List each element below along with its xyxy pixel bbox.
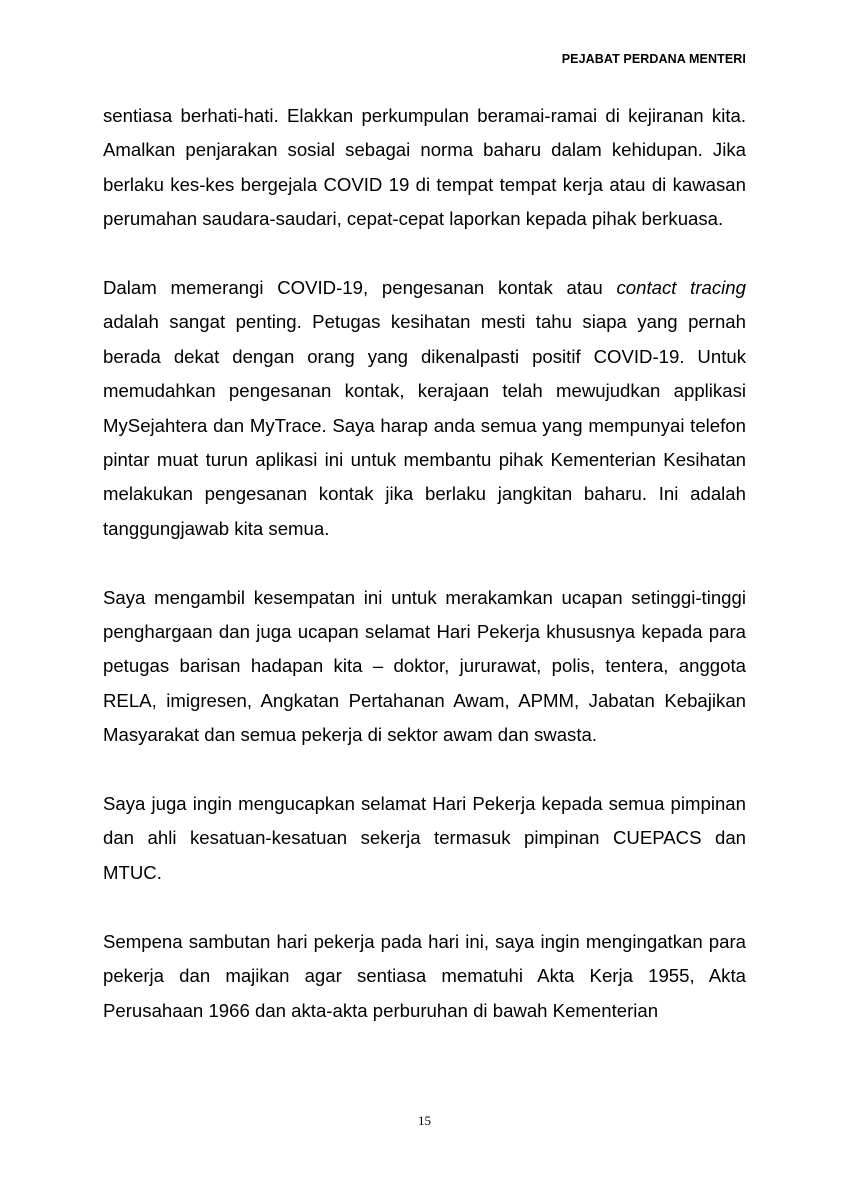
paragraph-text-after: adalah sangat penting. Petugas kesihatan mesti tahu siapa yang pernah berada dekat dengan orang yang dikenalpasti positif COVID-19. Untuk memudahkan pengesanan kontak, kerajaan telah mewujudkan applikasi MySejahtera dan MyTrace. Saya harap anda semua yang mempunyai telefon pintar muat turun aplikasi ini untuk membantu pihak Kementerian Kesihatan melakukan pengesanan kontak jika berlaku jangkitan baharu. Ini adalah tanggungjawab kita semua. (103, 311, 746, 539)
page-number: 15 (418, 1113, 431, 1128)
paragraph-unions: Saya juga ingin mengucapkan selamat Hari Pekerja kepada semua pimpinan dan ahli kesatuan-kesatuan sekerja termasuk pimpinan CUEPACS dan MTUC. (103, 793, 746, 883)
paragraph-contact-tracing (103, 271, 746, 546)
paragraph-frontliners: Saya mengambil kesempatan ini untuk merakamkan ucapan setinggi-tinggi penghargaan dan juga ucapan selamat Hari Pekerja khususnya kepada para petugas barisan hadapan kita – doktor, jururawat, polis, tentera, anggota RELA, imigresen, Angkatan Pertahanan Awam, APMM, Jabatan Kebajikan Masyarakat dan semua pekerja di sektor awam dan swasta. (103, 586, 746, 746)
document-body (103, 99, 746, 1028)
italic-term: contact tracing (616, 277, 746, 299)
page-header: PEJABAT PERDANA MENTERI (561, 52, 746, 66)
paragraph-labour-acts: Sempena sambutan hari pekerja pada hari ini, saya ingin mengingatkan para pekerja dan majikan agar sentiasa mematuhi Akta Kerja 1955, Akta Perusahaan 1966 dan akta-akta perburuhan di bawah Kementerian (103, 930, 746, 1021)
paragraph-social-distancing: sentiasa berhati-hati. Elakkan perkumpulan beramai-ramai di kejiranan kita. Amalkan penjarakan sosial sebagai norma baharu dalam kehidupan. Jika berlaku kes-kes bergejala COVID 19 di tempat tempat kerja atau di kawasan perumahan saudara-saudari, cepat-cepat laporkan kepada pihak berkuasa. (103, 105, 746, 230)
paragraph-text-before: Dalam memerangi COVID-19, pengesanan kontak atau (103, 277, 617, 299)
